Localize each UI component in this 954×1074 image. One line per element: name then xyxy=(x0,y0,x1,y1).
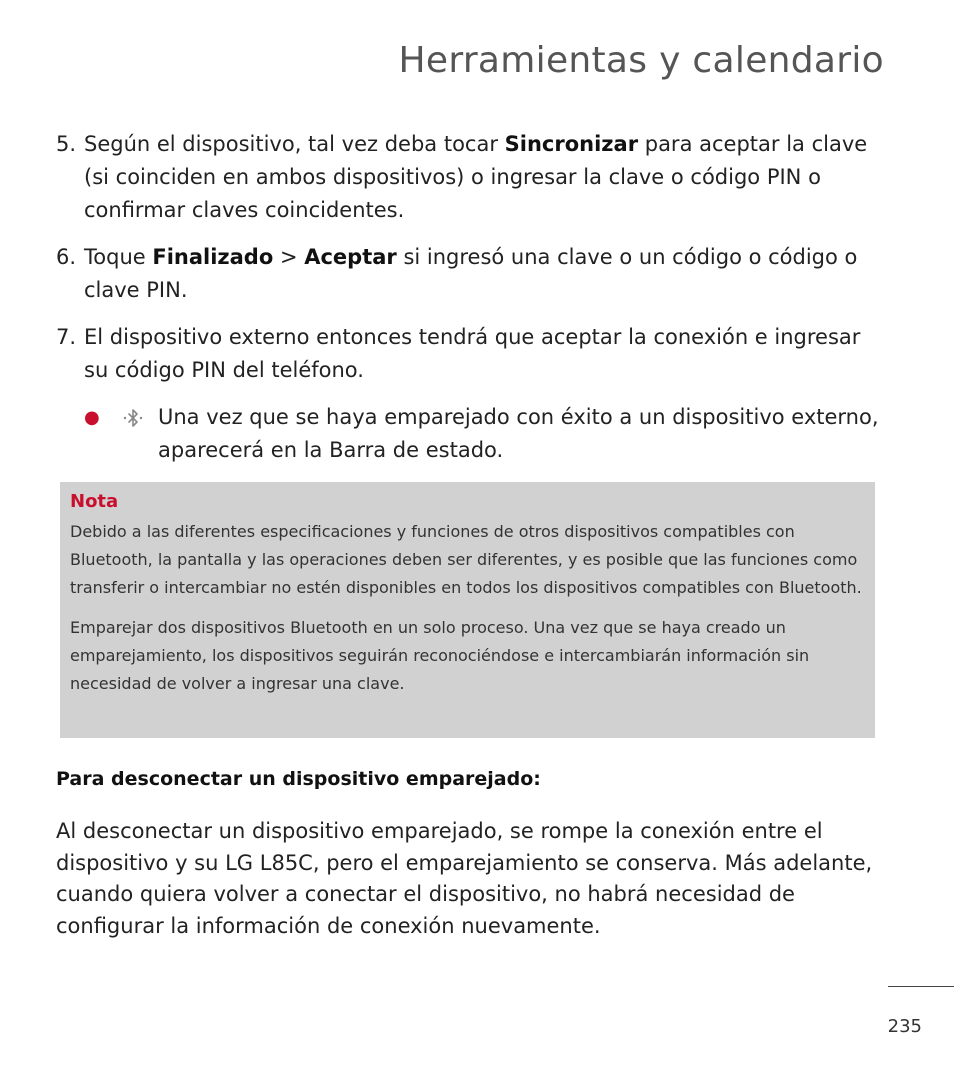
step-7 xyxy=(56,321,886,387)
bluetooth-icon xyxy=(122,401,158,467)
note-paragraph: Emparejar dos dispositivos Bluetooth en un solo proceso. Una vez que se haya creado un emparejamiento, los dispositivos seguirán reconociéndose e intercambiarán información sin necesidad de volver a ingresar una clave. xyxy=(70,618,810,693)
page-number: 235 xyxy=(887,1016,922,1037)
step-6 xyxy=(56,241,886,307)
sync-keyword: Sincronizar xyxy=(504,132,639,156)
bullet-item xyxy=(84,401,886,467)
accept-keyword: Aceptar xyxy=(304,245,397,269)
footer-rule xyxy=(888,986,954,987)
finish-keyword: Finalizado xyxy=(152,245,274,269)
bullet-dot: ● xyxy=(84,407,100,428)
section-heading: Para desconectar un dispositivo emparejado: xyxy=(56,768,541,790)
step-text xyxy=(84,241,886,307)
note-box xyxy=(60,482,875,738)
page-title: Herramientas y calendario xyxy=(398,40,884,81)
steps-list xyxy=(56,128,886,467)
step-number: 7. xyxy=(56,325,77,349)
step-text-part: Según el dispositivo, tal vez deba tocar xyxy=(84,132,505,156)
step-5 xyxy=(56,128,886,227)
bullet-text: Una vez que se haya emparejado con éxito a un dispositivo externo, aparecerá en la Barra de estado. xyxy=(158,405,879,462)
step-text-part: para aceptar la clave (si coinciden en ambos dispositivos) o ingresar la clave o código PIN o confirmar claves coincidentes. xyxy=(84,132,868,222)
separator: > xyxy=(273,245,305,269)
step-number: 5. xyxy=(56,132,77,156)
note-title: Nota xyxy=(70,491,119,512)
step-text xyxy=(84,128,886,227)
section-body: Al desconectar un dispositivo emparejado, se rompe la conexión entre el dispositivo y su LG L85C, pero el emparejamiento se conserva. Más adelante, cuando quiera volver a conectar el dispositivo, no habrá necesidad de configurar la información de conexión nuevamente. xyxy=(56,819,873,938)
step-text-part: si ingresó una clave o un código o código o clave PIN. xyxy=(84,245,858,302)
step-text-part: Toque xyxy=(84,245,153,269)
note-paragraph: Debido a las diferentes especificaciones y funciones de otros dispositivos compatibles con Bluetooth, la pantalla y las operaciones deben ser diferentes, y es posible que las funciones como transferir o intercambiar no estén disponibles en todos los dispositivos compatibles con Bluetooth. xyxy=(70,522,862,597)
step-number: 6. xyxy=(56,245,77,269)
step-text: El dispositivo externo entonces tendrá que aceptar la conexión e ingresar su código PIN del teléfono. xyxy=(84,325,861,382)
